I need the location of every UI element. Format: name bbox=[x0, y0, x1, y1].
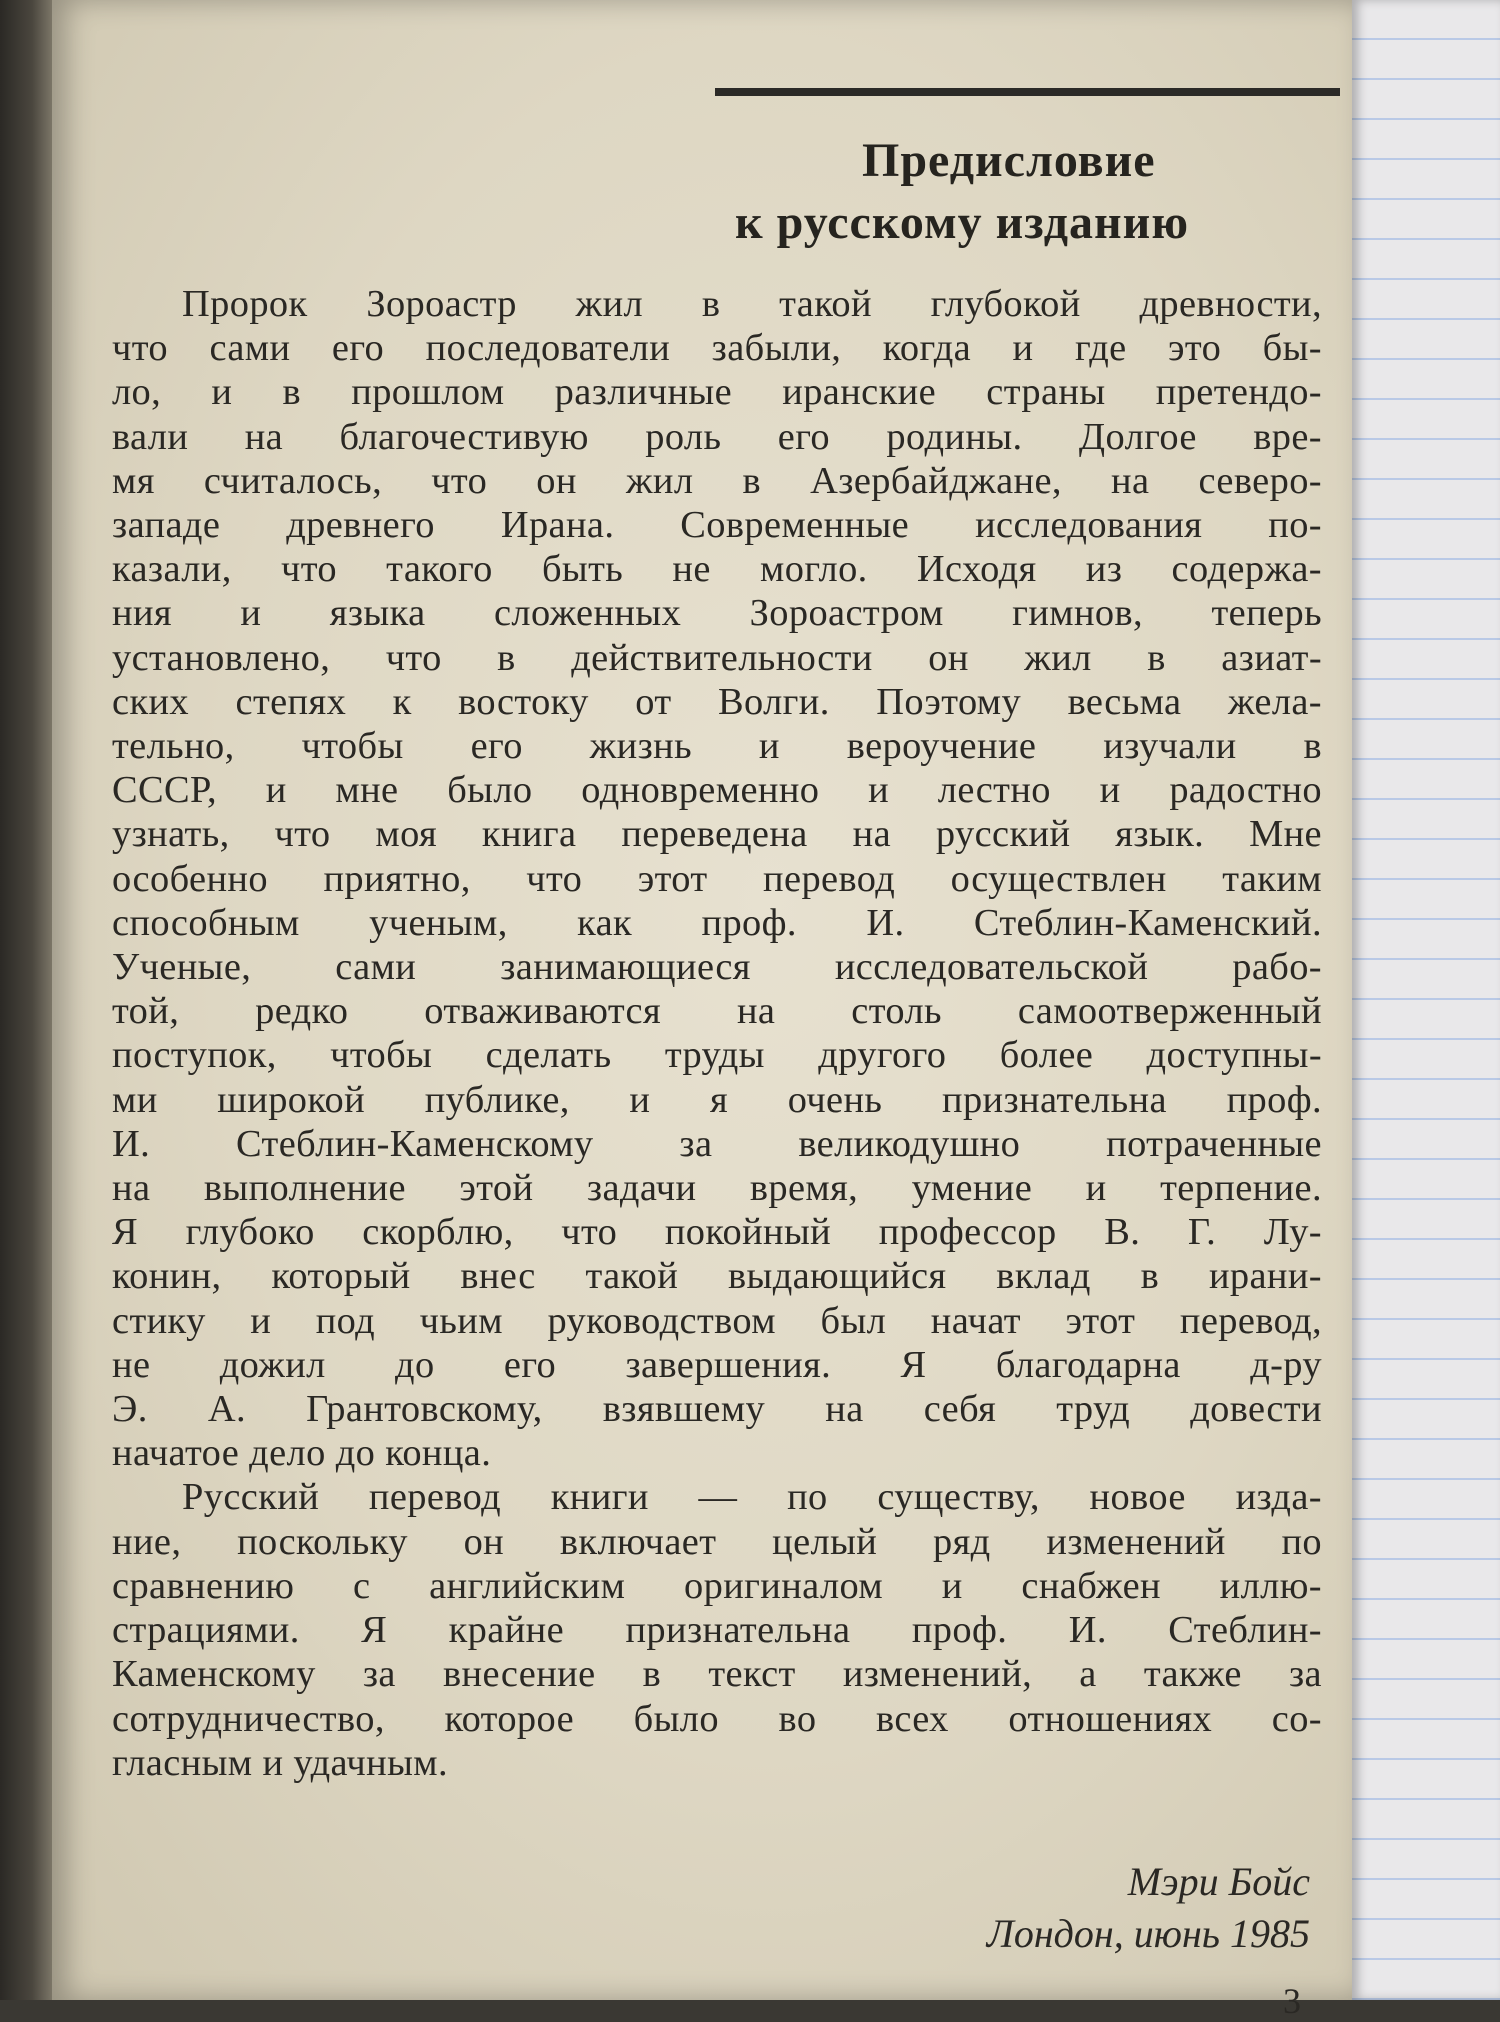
signature-author: Мэри Бойс bbox=[1127, 1859, 1310, 1904]
text-line: ния и языка сложенных Зороастром гимнов, теперь bbox=[112, 592, 1322, 635]
text-line: Русский перевод книги — по существу, новое изда- bbox=[182, 1476, 1322, 1519]
text-line: страциями. Я крайне признательна проф. И. Стеблин- bbox=[112, 1609, 1322, 1652]
text-line: стику и под чьим руководством был начат этот перевод, bbox=[112, 1299, 1322, 1342]
text-line: конин, который внес такой выдающийся вклад в ирани- bbox=[112, 1255, 1322, 1298]
text-line: мя считалось, что он жил в Азербайджане, на северо- bbox=[112, 459, 1322, 502]
text-line: гласным и удачным. bbox=[112, 1741, 448, 1784]
text-line: на выполнение этой задачи время, умение и терпение. bbox=[112, 1167, 1322, 1210]
text-line: Я глубоко скорблю, что покойный профессор В. Г. Лу- bbox=[112, 1211, 1322, 1254]
title-line-1: Предисловие bbox=[862, 134, 1156, 187]
text-line: казали, что такого быть не могло. Исходя из содержа- bbox=[112, 548, 1322, 591]
text-line: ми широкой публике, и я очень признательна проф. bbox=[112, 1078, 1322, 1121]
text-line: Ученые, сами занимающиеся исследовательской рабо- bbox=[112, 946, 1322, 989]
text-line: ло, и в прошлом различные иранские страны претендо- bbox=[112, 371, 1322, 414]
text-line: сотрудничество, которое было во всех отношениях со- bbox=[112, 1697, 1322, 1740]
text-line: Пророк Зороастр жил в такой глубокой древности, bbox=[182, 283, 1322, 325]
signature-place-date: Лондон, июнь 1985 bbox=[986, 1911, 1310, 1956]
text-line: ние, поскольку он включает целый ряд изменений по bbox=[112, 1520, 1322, 1563]
text-line: Каменскому за внесение в текст изменений, а также за bbox=[112, 1653, 1322, 1696]
text-line: И. Стеблин-Каменскому за великодушно потраченные bbox=[112, 1122, 1322, 1165]
text-line: особенно приятно, что этот перевод осуществлен таким bbox=[112, 857, 1322, 900]
lined-notebook-edge bbox=[1352, 0, 1500, 2000]
text-line: начатое дело до конца. bbox=[112, 1432, 492, 1475]
text-line: что сами его последователи забыли, когда и где это бы- bbox=[112, 327, 1322, 370]
text-line: установлено, что в действительности он жил в азиат- bbox=[112, 636, 1322, 679]
text-line: СССР, и мне было одновременно и лестно и радостно bbox=[112, 769, 1322, 812]
text-line: западе древнего Ирана. Современные исследования по- bbox=[112, 504, 1322, 547]
page-number: 3 bbox=[1283, 1981, 1301, 2021]
text-line: узнать, что моя книга переведена на русский язык. Мне bbox=[112, 813, 1322, 856]
text-line: ских степях к востоку от Волги. Поэтому весьма жела- bbox=[112, 680, 1322, 723]
text-line: тельно, чтобы его жизнь и вероучение изучали в bbox=[112, 725, 1322, 768]
signature-block bbox=[987, 1856, 1310, 1960]
text-line: не дожил до его завершения. Я благодарна д-ру bbox=[112, 1343, 1322, 1386]
text-line: Э. А. Грантовскому, взявшему на себя труд довести bbox=[112, 1388, 1322, 1431]
text-line: способным ученым, как проф. И. Стеблин-Каменский. bbox=[112, 901, 1322, 944]
preface-text bbox=[112, 282, 1322, 1785]
text-line: вали на благочестивую роль его родины. Долгое вре- bbox=[112, 415, 1322, 458]
page-title bbox=[640, 130, 1320, 254]
book-gutter bbox=[0, 0, 58, 2000]
text-line: сравнению с английским оригиналом и снабжен иллю- bbox=[112, 1564, 1322, 1607]
text-line: той, редко отваживаются на столь самоотверженный bbox=[112, 990, 1322, 1033]
header-rule bbox=[715, 88, 1340, 96]
title-line-2: к русскому изданию bbox=[735, 196, 1190, 249]
text-line: поступок, чтобы сделать труды другого более доступны- bbox=[112, 1034, 1322, 1077]
